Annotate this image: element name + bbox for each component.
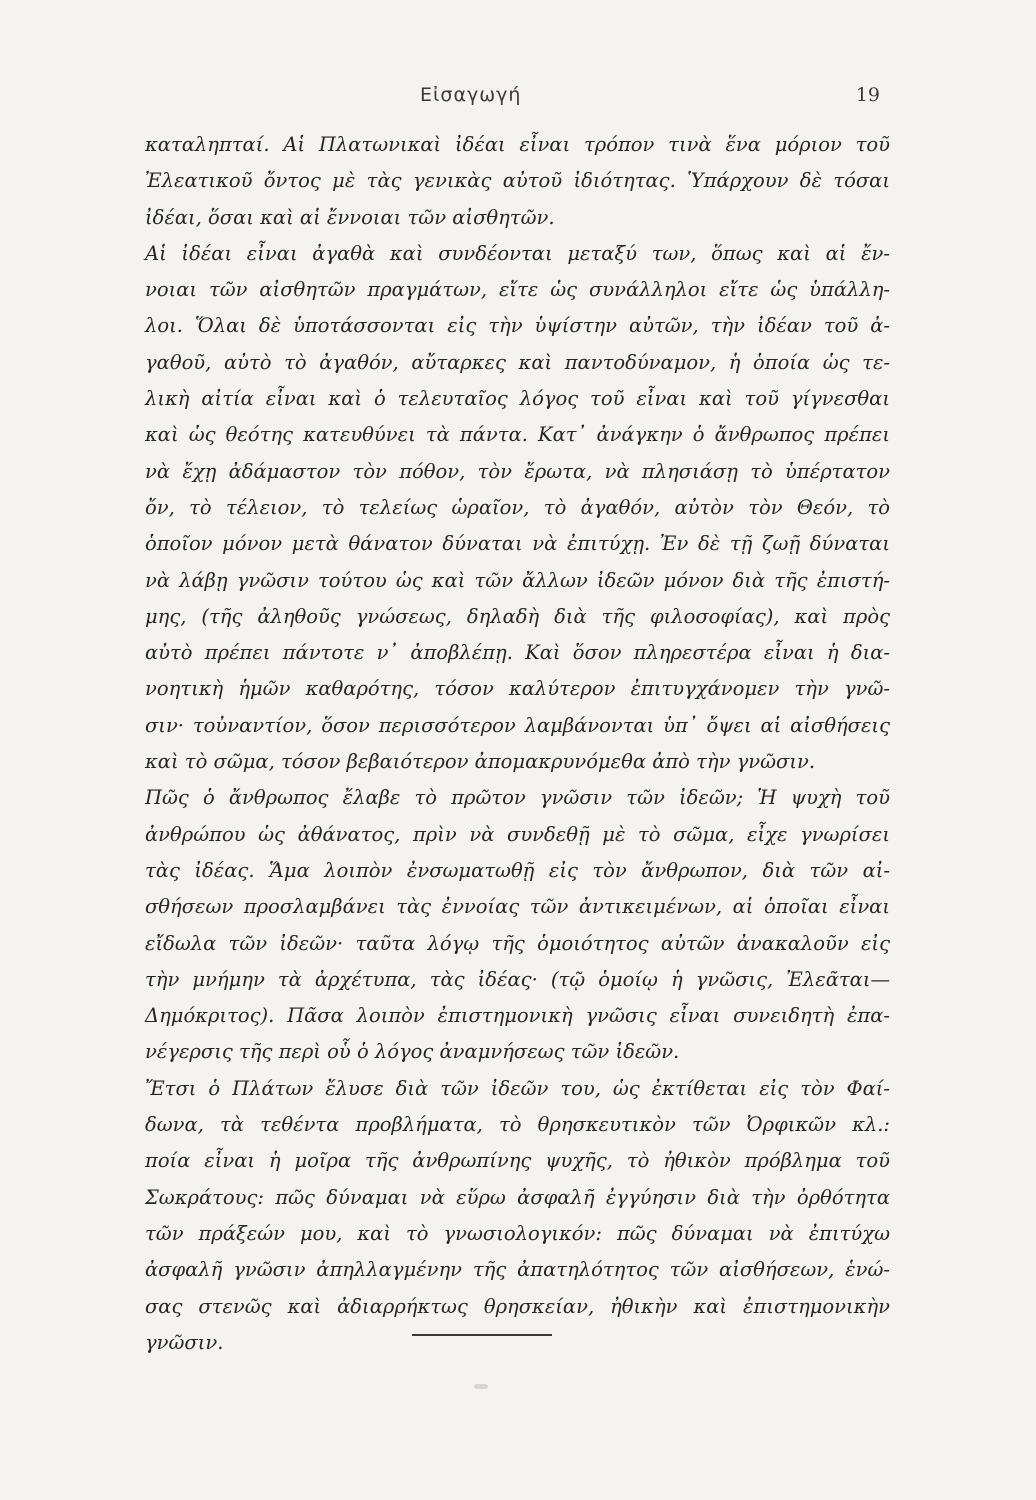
paragraph-start-line: Αἱ ἰδέαι εἶναι ἀγαθὰ καὶ συνδέονται μεταξύ των, ὅπως καὶ αἱ ἔν- — [145, 241, 890, 265]
text-line: Ἐλεατικοῦ ὄντος μὲ τὰς γενικὰς αὐτοῦ ἰδιότητας. Ὑπάρχουν δὲ τόσαι — [145, 169, 890, 193]
text-line: νὰ λάβῃ γνῶσιν τούτου ὡς καὶ τῶν ἄλλων ἰδεῶν μόνον διὰ τῆς ἐπιστή- — [145, 568, 890, 592]
text-line: εἴδωλα τῶν ἰδεῶν· ταῦτα λόγῳ τῆς ὁμοιότητος αὐτῶν ἀνακαλοῦν εἰς — [145, 931, 890, 955]
text-line: ἀνθρώπου ὡς ἀθάνατος, πρὶν νὰ συνδεθῇ μὲ τὸ σῶμα, εἶχε γνωρίσει — [145, 822, 890, 846]
text-line: τὴν μνήμην τὰ ἀρχέτυπα, τὰς ἰδέας· (τῷ ὁμοίῳ ἡ γνῶσις, Ἐλεᾶται— — [145, 967, 890, 991]
text-line: μης, (τῆς ἀληθοῦς γνώσεως, δηλαδὴ διὰ τῆς φιλοσοφίας), καὶ πρὸς — [145, 604, 890, 628]
paragraph-start-line: Πῶς ὁ ἄνθρωπος ἔλαβε τὸ πρῶτον γνῶσιν τῶν ἰδεῶν; Ἡ ψυχὴ τοῦ — [145, 786, 890, 810]
text-line: σθήσεων προσλαμβάνει τὰς ἐννοίας τῶν ἀντικειμένων, αἱ ὁποῖαι εἶναι — [145, 895, 890, 919]
text-line: αὐτὸ πρέπει πάντοτε ν᾽ ἀποβλέπῃ. Καὶ ὅσον πληρεστέρα εἶναι ἡ δια- — [145, 641, 890, 665]
text-line: ἰδέαι, ὅσαι καὶ αἱ ἔννοιαι τῶν αἰσθητῶν. — [145, 205, 555, 229]
body-text — [145, 127, 890, 1361]
text-line: σιν· τοὐναντίον, ὅσον περισσότερον λαμβάνονται ὑπ᾽ ὄψει αἱ αἰσθήσεις — [145, 713, 890, 737]
page-header — [145, 84, 890, 118]
text-line: νοιαι τῶν αἰσθητῶν πραγμάτων, εἴτε ὡς συνάλληλοι εἴτε ὡς ὑπάλλη- — [145, 278, 890, 302]
text-line: Δημόκριτος). Πᾶσα λοιπὸν ἐπιστημονικὴ γνῶσις εἶναι συνειδητὴ ἐπα- — [145, 1004, 890, 1028]
text-line: γνῶσιν. — [145, 1330, 224, 1354]
text-line: ὄν, τὸ τέλειον, τὸ τελείως ὡραῖον, τὸ ἀγαθόν, αὐτὸν τὸν Θεόν, τὸ — [145, 495, 890, 519]
text-line: νοητικὴ ἡμῶν καθαρότης, τόσον καλύτερον ἐπιτυγχάνομεν τὴν γνῶ- — [145, 677, 890, 701]
text-line: λοι. Ὅλαι δὲ ὑποτάσσονται εἰς τὴν ὑψίστην αὐτῶν, τὴν ἰδέαν τοῦ ἀ- — [145, 314, 890, 338]
text-line: λικὴ αἰτία εἶναι καὶ ὁ τελευταῖος λόγος τοῦ εἶναι καὶ τοῦ γίγνεσθαι — [145, 387, 890, 411]
paper-speck — [474, 1384, 488, 1389]
text-line: καὶ τὸ σῶμα, τόσον βεβαιότερον ἀπομακρυνόμεθα ἀπὸ τὴν γνῶσιν. — [145, 750, 816, 774]
text-line: τῶν πράξεών μου, καὶ τὸ γνωσιολογικόν: πῶς δύναμαι νὰ ἐπιτύχω — [145, 1221, 890, 1245]
text-line: γαθοῦ, αὐτὸ τὸ ἀγαθόν, αὔταρκες καὶ παντοδύναμον, ἡ ὁποία ὡς τε- — [145, 350, 890, 374]
text-line: ποία εἶναι ἡ μοῖρα τῆς ἀνθρωπίνης ψυχῆς, τὸ ἠθικὸν πρόβλημα τοῦ — [145, 1149, 890, 1173]
text-line: νέγερσις τῆς περὶ οὗ ὁ λόγος ἀναμνήσεως τῶν ἰδεῶν. — [145, 1040, 680, 1064]
text-line: ὁποῖον μόνον μετὰ θάνατον δύναται νὰ ἐπιτύχῃ. Ἐν δὲ τῇ ζωῇ δύναται — [145, 532, 890, 556]
text-line: τὰς ἰδέας. Ἅμα λοιπὸν ἐνσωματωθῇ εἰς τὸν ἄνθρωπον, διὰ τῶν αἰ- — [145, 858, 890, 882]
text-line: καὶ ὡς θεότης κατευθύνει τὰ πάντα. Κατ᾽ ἀνάγκην ὁ ἄνθρωπος πρέπει — [145, 423, 890, 447]
text-line: ἀσφαλῆ γνῶσιν ἀπηλλαγμένην τῆς ἀπατηλότητος τῶν αἰσθήσεων, ἑνώ- — [145, 1258, 890, 1282]
text-line: Σωκράτους: πῶς δύναμαι νὰ εὕρω ἀσφαλῆ ἐγγύησιν διὰ τὴν ὀρθότητα — [145, 1185, 890, 1209]
paragraph-start-line: Ἔτσι ὁ Πλάτων ἔλυσε διὰ τῶν ἰδεῶν του, ὡς ἐκτίθεται εἰς τὸν Φαί- — [145, 1076, 890, 1100]
text-line: νὰ ἔχῃ ἀδάμαστον τὸν πόθον, τὸν ἔρωτα, νὰ πλησιάσῃ τὸ ὑπέρτατον — [145, 459, 890, 483]
text-line: καταληπταί. Αἱ Πλατωνικαὶ ἰδέαι εἶναι τρόπον τινὰ ἕνα μόριον τοῦ — [145, 133, 890, 156]
section-end-rule — [412, 1334, 552, 1336]
text-line: δωνα, τὰ τεθέντα προβλήματα, τὸ θρησκευτικὸν τῶν Ὀρφικῶν κλ.: — [145, 1113, 890, 1137]
page-number: 19 — [855, 84, 880, 106]
running-title: Εἰσαγωγή — [420, 84, 522, 106]
text-line: σας στενῶς καὶ ἀδιαρρήκτως θρησκείαν, ἠθικὴν καὶ ἐπιστημονικὴν — [145, 1294, 890, 1318]
